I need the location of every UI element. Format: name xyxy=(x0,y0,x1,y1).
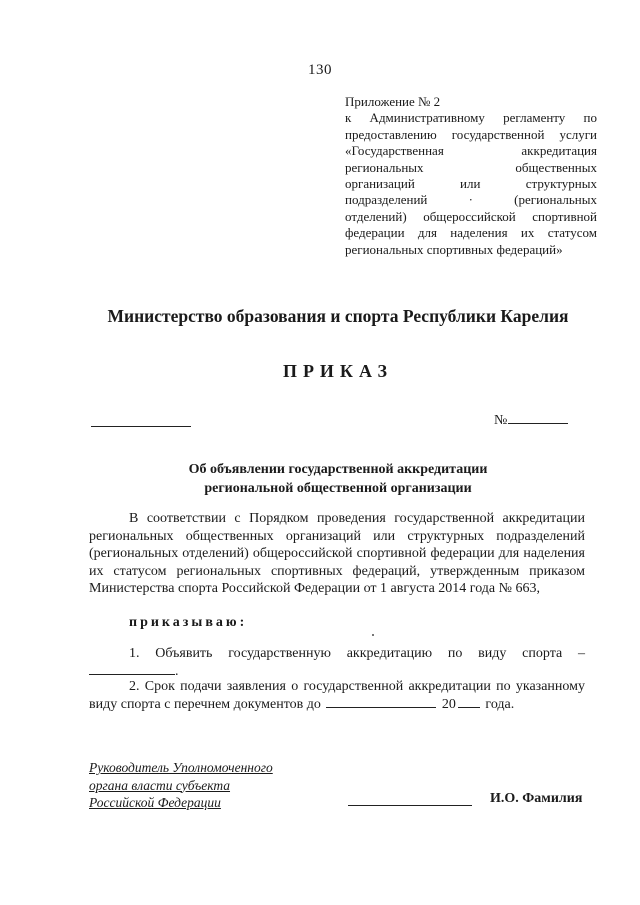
item1-word: аккредитацию xyxy=(346,646,433,661)
ministry-title: Министерство образования и спорта Республики Карелия xyxy=(107,306,569,326)
item2-text: 2. Срок подачи заявления о государственной аккредитации по указанному виду спорта с перечнем документов до xyxy=(89,679,585,712)
date-blank xyxy=(91,426,191,427)
subject-line: региональной общественной организации xyxy=(204,481,472,496)
order-item-2 xyxy=(89,678,585,714)
appendix-line: региональных общественных xyxy=(345,159,597,175)
signature-line xyxy=(348,805,472,806)
signatory-title xyxy=(89,759,273,812)
item1-word: – xyxy=(577,646,585,661)
item1-word: спорта xyxy=(522,646,563,661)
appendix-line: региональных спортивных федераций» xyxy=(345,241,563,257)
page-number: 130 xyxy=(308,62,332,78)
signatory-line: Российской Федерации xyxy=(89,795,221,810)
subject-line: Об объявлении государственной аккредитации xyxy=(188,462,488,477)
preamble-paragraph: В соответствии с Порядком проведения государственной аккредитации региональных общественных организаций или структурных подразделений (региональных отделений) общероссийской спортивной федерации для наделения их статусом региональных спортивных федераций, утвержденным приказом Министерства спорта Российской Федерации от 1 августа 2014 года № 663, xyxy=(89,511,585,596)
preamble xyxy=(89,510,585,598)
appendix-line: подразделений · (региональных xyxy=(345,192,597,208)
appendix-line: «Государственная аккредитация xyxy=(345,143,597,159)
appendix-line: к Административному регламенту по xyxy=(345,110,597,126)
sport-blank xyxy=(89,674,175,675)
order-number xyxy=(494,413,568,429)
signer-name: И.О. Фамилия xyxy=(490,791,583,806)
item1-word: государственную xyxy=(228,646,331,661)
item1-word: 1. xyxy=(129,646,140,661)
signatory-line: органа власти субъекта xyxy=(89,777,231,793)
appendix-line: федерации для наделения их статусом xyxy=(345,225,597,241)
appendix-line: организаций или структурных xyxy=(345,176,597,192)
orders-word: приказываю: xyxy=(129,615,248,630)
scan-speck xyxy=(372,634,374,636)
signatory-line: Руководитель Уполномоченного xyxy=(89,760,273,775)
item1-word: по xyxy=(447,646,463,661)
number-sign: № xyxy=(494,413,508,428)
deadline-date-blank xyxy=(326,707,436,708)
order-title: ПРИКАЗ xyxy=(282,361,394,381)
order-subject xyxy=(0,460,640,498)
deadline-year-blank xyxy=(458,707,480,708)
appendix-line: предоставлению государственной услуги xyxy=(345,126,597,142)
order-item-1 xyxy=(89,645,585,681)
item1-word: Объявить xyxy=(155,646,213,661)
appendix-line: отделений) общероссийской спортивной xyxy=(345,208,597,224)
item1-end: . xyxy=(175,664,179,679)
appendix-note xyxy=(345,94,597,258)
item1-word: виду xyxy=(478,646,507,661)
item2-year: 20 xyxy=(441,697,456,712)
appendix-heading: Приложение № 2 xyxy=(345,94,441,109)
number-blank xyxy=(508,423,568,424)
item2-end: года. xyxy=(485,697,515,712)
